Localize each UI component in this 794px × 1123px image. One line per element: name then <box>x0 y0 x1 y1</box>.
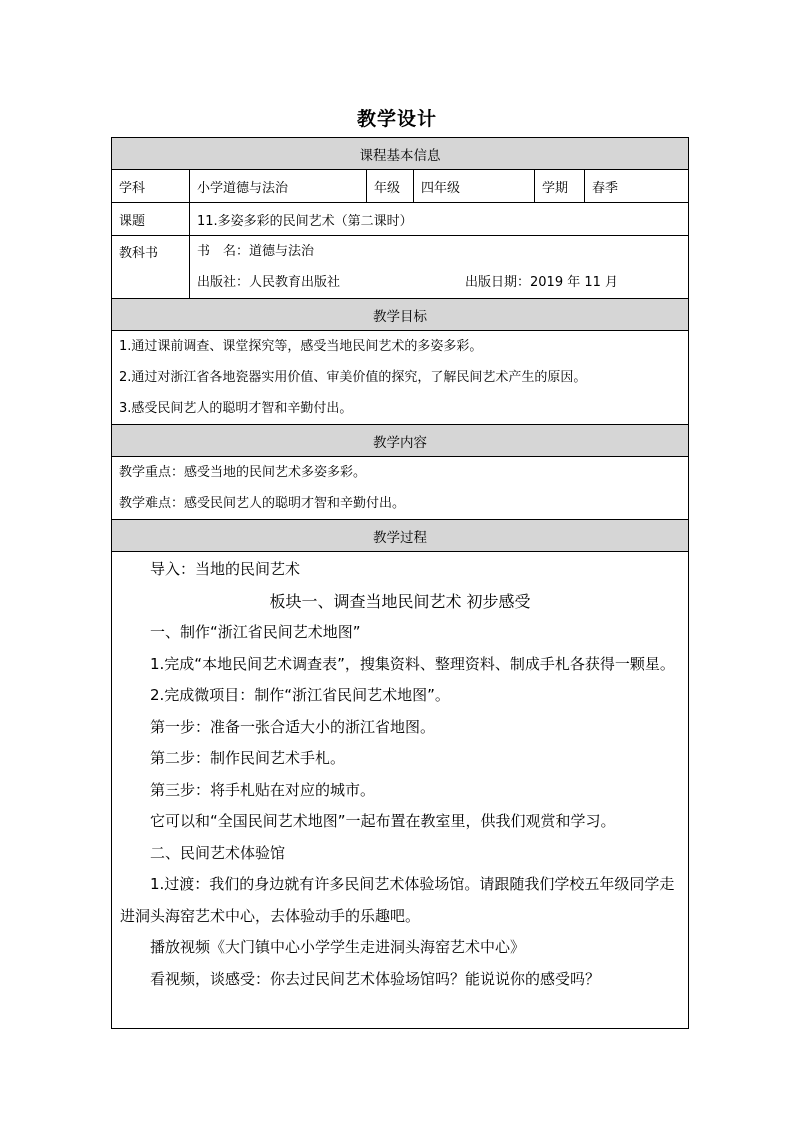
row-content <box>112 457 689 520</box>
book-name: 书 名：道德与法治 <box>197 244 315 259</box>
process-step-two: 2.完成微项目：制作“浙江省民间艺术地图”。 <box>150 686 450 704</box>
lesson-plan-table <box>111 137 689 1029</box>
objective-item: 2.通过对浙江省各地瓷器实用价值、审美价值的探究，了解民间艺术产生的原因。 <box>119 370 587 385</box>
process-intro: 导入：当地的民间艺术 <box>150 560 301 578</box>
book-publisher: 出版社：人民教育出版社 <box>197 275 341 290</box>
difficulty-point: 教学难点：感受民间艺人的聪明才智和辛勤付出。 <box>119 496 406 511</box>
row-objectives <box>112 331 689 425</box>
subject-value: 小学道德与法治 <box>190 170 367 203</box>
section-title-process: 教学过程 <box>112 520 689 552</box>
section-header-content <box>112 425 689 457</box>
row-lesson-title <box>112 203 689 236</box>
section-header-basic <box>112 138 689 170</box>
row-process <box>112 552 689 1029</box>
subject-label: 学科 <box>112 170 190 203</box>
key-point: 教学重点：感受当地的民间艺术多姿多彩。 <box>119 465 367 480</box>
grade-value: 四年级 <box>414 170 535 203</box>
row-textbook <box>112 236 689 299</box>
process-note: 它可以和“全国民间艺术地图”一起布置在教室里，供我们观赏和学习。 <box>150 812 616 830</box>
term-value: 春季 <box>585 170 689 203</box>
process-part-two: 二、民间艺术体验馆 <box>150 843 286 862</box>
process-sub-step-one: 第一步：准备一张合适大小的浙江省地图。 <box>150 717 436 736</box>
lesson-label: 课题 <box>112 203 190 236</box>
section-header-process <box>112 520 689 552</box>
textbook-label: 教科书 <box>112 236 190 299</box>
lesson-value: 11.多姿多彩的民间艺术（第二课时） <box>190 203 689 236</box>
term-label: 学期 <box>535 170 585 203</box>
document-title: 教学设计 <box>356 108 437 130</box>
process-part-one: 一、制作“浙江省民间艺术地图” <box>150 623 361 641</box>
process-block-title: 板块一、调查当地民间艺术 初步感受 <box>269 591 531 611</box>
book-publisher-line <box>197 267 681 298</box>
section-title-basic: 课程基本信息 <box>112 138 689 170</box>
process-sub-step-three: 第三步：将手札贴在对应的城市。 <box>150 780 376 799</box>
grade-label: 年级 <box>367 170 414 203</box>
section-header-objectives <box>112 299 689 331</box>
textbook-info <box>197 236 681 298</box>
process-sub-step-two: 第二步：制作民间艺术手札。 <box>150 749 346 767</box>
section-title-objectives: 教学目标 <box>112 299 689 331</box>
row-subject-grade-term <box>112 170 689 203</box>
objective-item: 1.通过课前调查、课堂探究等，感受当地民间艺术的多姿多彩。 <box>119 339 483 354</box>
process-step-one: 1.完成“本地民间艺术调查表”，搜集资料、整理资料、制成手札各获得一颗星。 <box>150 654 675 673</box>
process-video: 播放视频《大门镇中心小学学生走进洞头海窑艺术中心》 <box>150 938 526 956</box>
objective-item: 3.感受民间艺人的聪明才智和辛勤付出。 <box>119 401 353 416</box>
process-discussion: 看视频，谈感受：你去过民间艺术体验场馆吗？能说说你的感受吗？ <box>150 969 601 988</box>
process-transition: 1.过渡：我们的身边就有许多民间艺术体验场馆。请跟随我们学校五年级同学走进洞头海窑艺术中心，去体验动手的乐趣吧。 <box>120 875 675 925</box>
section-title-content: 教学内容 <box>112 425 689 457</box>
book-pub-date: 出版日期：2019 年 11 月 <box>465 275 619 290</box>
